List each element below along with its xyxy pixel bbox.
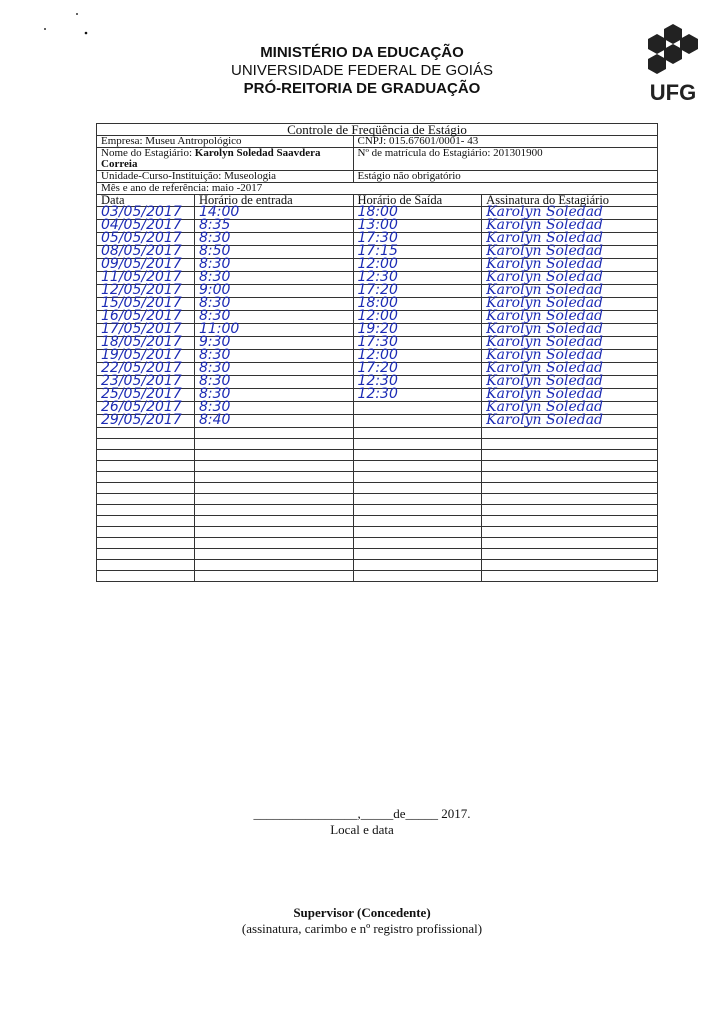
date-cell-value: 18/05/2017: [101, 334, 182, 350]
entry-time-cell: [194, 505, 353, 516]
exit-time-cell: [353, 494, 482, 505]
signature-cell: [482, 505, 658, 516]
table-row: [97, 472, 658, 483]
date-cell: [97, 483, 195, 494]
entry-time-cell: [194, 560, 353, 571]
signature-cell-value: Karolyn Soledad: [486, 282, 604, 298]
date-cell: [97, 549, 195, 560]
signature-cell: [482, 450, 658, 461]
signature-cell-value: Karolyn Soledad: [486, 243, 604, 259]
exit-time-cell: [353, 386, 482, 402]
entry-time-cell-value: 8:50: [198, 243, 231, 259]
exit-time-cell: [353, 461, 482, 472]
exit-time-cell: [353, 415, 482, 428]
exit-time-cell-value: 17:30: [357, 230, 398, 246]
signature-cell-value: Karolyn Soledad: [486, 217, 604, 233]
entry-time-cell-value: 9:30: [198, 334, 231, 350]
date-cell-value: 12/05/2017: [101, 282, 182, 298]
date-cell-value: 05/05/2017: [101, 230, 182, 246]
signature-cell-value: Karolyn Soledad: [486, 321, 604, 337]
table-row: [97, 483, 658, 494]
entry-time-cell-value: 11:00: [198, 321, 240, 337]
date-cell-value: 09/05/2017: [101, 256, 182, 272]
exit-time-cell: [353, 428, 482, 439]
exit-time-cell: [353, 560, 482, 571]
date-cell: [97, 461, 195, 472]
signature-cell-value: Karolyn Soledad: [486, 256, 604, 272]
signature-cell: [482, 516, 658, 527]
exit-time-cell: [353, 505, 482, 516]
exit-time-cell-value: 13:00: [357, 217, 398, 233]
signature-cell: [482, 461, 658, 472]
signature-cell-value: Karolyn Soledad: [486, 308, 604, 324]
entry-time-cell-value: 9:00: [198, 282, 231, 298]
date-cell: [97, 527, 195, 538]
unit-field: Unidade-Curso-Instituição: Museologia: [97, 171, 354, 183]
exit-time-cell: [353, 549, 482, 560]
signature-cell-value: Karolyn Soledad: [486, 295, 604, 311]
ufg-logo-text: UFG: [649, 80, 697, 105]
entry-time-cell: [194, 549, 353, 560]
col-date-header: Data: [97, 195, 195, 207]
signature-cell-value: Karolyn Soledad: [486, 360, 604, 376]
entry-time-cell-value: 8:30: [198, 295, 231, 311]
company-field: Empresa: Museu Antropológico: [97, 136, 354, 148]
table-row: [97, 428, 658, 439]
signature-cell: [482, 560, 658, 571]
exit-time-cell: [353, 483, 482, 494]
entry-time-cell-value: 8:30: [198, 360, 231, 376]
table-row: [97, 450, 658, 461]
entry-time-cell-value: 8:30: [198, 399, 231, 415]
table-row: [97, 549, 658, 560]
entry-time-cell: [194, 412, 353, 428]
exit-time-cell-value: 17:30: [357, 334, 398, 350]
date-cell-value: 19/05/2017: [101, 347, 182, 363]
place-date-block: [0, 806, 724, 838]
signature-cell: [482, 571, 658, 582]
intern-name-label: Nome do Estagiário:: [101, 147, 195, 159]
exit-time-cell-value: 12:00: [357, 256, 398, 272]
entry-time-cell-value: 8:30: [198, 269, 231, 285]
exit-time-cell-value: 18:00: [357, 295, 398, 311]
date-cell-value: 23/05/2017: [101, 373, 182, 389]
exit-time-cell-value: 12:30: [357, 269, 398, 285]
place-date-label: Local e data: [330, 822, 394, 837]
date-cell-value: 26/05/2017: [101, 399, 182, 415]
date-cell-value: 08/05/2017: [101, 243, 182, 259]
reference-month-field: Mês e ano de referência: maio -2017: [97, 183, 658, 195]
date-cell: [97, 560, 195, 571]
entry-time-cell-value: 8:35: [198, 217, 231, 233]
exit-time-cell: [353, 402, 482, 415]
table-row: [97, 415, 658, 428]
entry-time-cell: [194, 516, 353, 527]
scan-specks: [40, 10, 100, 45]
ministry-title: MINISTÉRIO DA EDUCAÇÃO: [260, 44, 464, 61]
entry-time-cell: [194, 494, 353, 505]
entry-time-cell-value: 8:30: [198, 347, 231, 363]
signature-cell: [482, 538, 658, 549]
exit-time-cell-value: 17:15: [357, 243, 398, 259]
supervisor-block: [0, 905, 724, 937]
exit-time-cell: [353, 516, 482, 527]
date-cell: [97, 472, 195, 483]
signature-cell: [482, 472, 658, 483]
date-cell: [97, 571, 195, 582]
exit-time-cell: [353, 571, 482, 582]
exit-time-cell: [353, 439, 482, 450]
intern-name-field: [97, 148, 354, 171]
date-cell: [97, 412, 195, 428]
date-cell: [97, 439, 195, 450]
date-cell-value: 15/05/2017: [101, 295, 182, 311]
entry-time-cell-value: 8:40: [198, 412, 231, 428]
entry-time-cell-value: 8:30: [198, 256, 231, 272]
table-row: [97, 560, 658, 571]
entry-time-cell: [194, 461, 353, 472]
entry-time-cell: [194, 472, 353, 483]
supervisor-note: (assinatura, carimbo e nº registro profissional): [241, 921, 483, 936]
exit-time-cell-value: 12:30: [357, 373, 398, 389]
entry-time-cell: [194, 538, 353, 549]
table-row: [97, 527, 658, 538]
col-exit-header: Horário de Saída: [353, 195, 482, 207]
date-cell: [97, 428, 195, 439]
university-title: UNIVERSIDADE FEDERAL DE GOIÁS: [230, 62, 493, 79]
signature-cell: [482, 412, 658, 428]
exit-time-cell-value: 12:00: [357, 347, 398, 363]
table-row: [97, 571, 658, 582]
signature-cell-value: Karolyn Soledad: [486, 204, 604, 220]
exit-time-cell: [353, 527, 482, 538]
internship-type-field: Estágio não obrigatório: [353, 171, 658, 183]
cnpj-field: CNPJ: 015.67601/0001- 43: [353, 136, 658, 148]
entry-time-cell: [194, 483, 353, 494]
document-header: [0, 44, 724, 98]
exit-time-cell-value: 12:30: [357, 386, 398, 402]
date-cell-value: 03/05/2017: [101, 204, 182, 220]
col-signature-header: Assinatura do Estagiário: [482, 195, 658, 207]
date-cell-value: 25/05/2017: [101, 386, 182, 402]
exit-time-cell-value: 19:20: [357, 321, 398, 337]
signature-cell-value: Karolyn Soledad: [486, 399, 604, 415]
date-cell: [97, 516, 195, 527]
date-cell-value: 17/05/2017: [101, 321, 182, 337]
date-cell: [97, 538, 195, 549]
entry-time-cell: [194, 450, 353, 461]
signature-cell-value: Karolyn Soledad: [486, 373, 604, 389]
signature-cell: [482, 549, 658, 560]
date-cell: [97, 494, 195, 505]
signature-cell-value: Karolyn Soledad: [486, 269, 604, 285]
signature-cell-value: Karolyn Soledad: [486, 334, 604, 350]
date-cell-value: 11/05/2017: [101, 269, 182, 285]
exit-time-cell: [353, 472, 482, 483]
exit-time-cell-value: 17:20: [357, 282, 398, 298]
supervisor-title: Supervisor (Concedente): [293, 905, 431, 920]
registration-field: Nº de matrícula do Estagiário: 201301900: [353, 148, 658, 171]
table-row: [97, 538, 658, 549]
signature-cell: [482, 428, 658, 439]
entry-time-cell-value: 8:30: [198, 308, 231, 324]
table-row: [97, 439, 658, 450]
exit-time-cell-value: 17:20: [357, 360, 398, 376]
exit-time-cell-value: 12:00: [357, 308, 398, 324]
attendance-rows: [97, 204, 658, 582]
entry-time-cell: [194, 428, 353, 439]
signature-cell-value: Karolyn Soledad: [486, 230, 604, 246]
entry-time-cell: [194, 571, 353, 582]
exit-time-cell-value: 18:00: [357, 204, 398, 220]
table-row: [97, 494, 658, 505]
place-date-line: ________________,_____de_____ 2017.: [253, 806, 471, 821]
table-row: [97, 516, 658, 527]
signature-cell-value: Karolyn Soledad: [486, 412, 604, 428]
date-cell-value: 16/05/2017: [101, 308, 182, 324]
exit-time-cell: [353, 538, 482, 549]
date-cell-value: 29/05/2017: [101, 412, 182, 428]
entry-time-cell-value: 8:30: [198, 230, 231, 246]
intern-name-value: Karolyn Soledad Saavdera Correia: [101, 147, 321, 170]
table-row: [97, 461, 658, 472]
date-cell-value: 22/05/2017: [101, 360, 182, 376]
attendance-form: [96, 123, 658, 582]
entry-time-cell: [194, 439, 353, 450]
table-row: [97, 505, 658, 516]
signature-cell: [482, 494, 658, 505]
entry-time-cell-value: 14:00: [198, 204, 240, 220]
form-title: Controle de Freqüência de Estágio: [97, 124, 658, 136]
signature-cell: [482, 527, 658, 538]
date-cell-value: 04/05/2017: [101, 217, 182, 233]
col-entry-header: Horário de entrada: [194, 195, 353, 207]
signature-cell: [482, 439, 658, 450]
date-cell: [97, 450, 195, 461]
date-cell: [97, 505, 195, 516]
exit-time-cell: [353, 450, 482, 461]
entry-time-cell: [194, 527, 353, 538]
signature-cell-value: Karolyn Soledad: [486, 386, 604, 402]
entry-time-cell-value: 8:30: [198, 373, 231, 389]
entry-time-cell-value: 8:30: [198, 386, 231, 402]
signature-cell: [482, 483, 658, 494]
dept-title: PRÓ-REITORIA DE GRADUAÇÃO: [243, 80, 481, 97]
signature-cell-value: Karolyn Soledad: [486, 347, 604, 363]
